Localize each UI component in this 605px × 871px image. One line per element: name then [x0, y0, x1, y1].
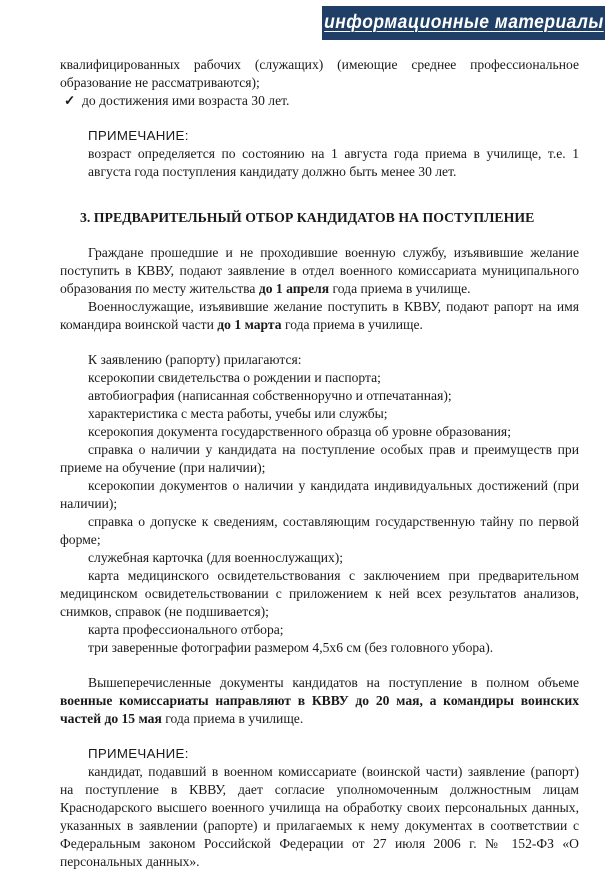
- list-item: карта медицинского освидетельствования с заключением при предварительном медицинском освидетельствовании с приложением к ней всех результатов анализов, снимков, справок (не подшивается);: [60, 568, 579, 619]
- list-item: справка о допуске к сведениям, составляющим государственную тайну по первой форме;: [60, 514, 579, 547]
- list-item: карта профессионального отбора;: [88, 622, 284, 637]
- paragraph-servicemen: Военнослужащие, изъявившие желание поступить в КВВУ, подают рапорт на имя командира воинской части до 1 марта года приема в училище.: [60, 299, 579, 332]
- header-banner: [322, 6, 605, 40]
- header-title: информационные материалы: [323, 12, 604, 33]
- section-title: 3. ПРЕДВАРИТЕЛЬНЫЙ ОТБОР КАНДИДАТОВ НА ПОСТУПЛЕНИЕ: [80, 210, 535, 225]
- list-item: ксерокопии свидетельства о рождении и паспорта;: [88, 370, 381, 385]
- check-mark-icon: ✓: [64, 93, 76, 108]
- check-item: [60, 92, 579, 110]
- intro-line: квалифицированных рабочих (служащих) (имеющие среднее профессиональное образование не рассматриваются);: [60, 57, 579, 90]
- list-item: справка о наличии у кандидата на поступление особых прав и преимуществ при приеме на обучение (при наличии);: [60, 442, 579, 475]
- list-item: ксерокопии документов о наличии у кандидата индивидуальных достижений (при наличии);: [60, 478, 579, 511]
- list-item: автобиография (написанная собственноручно и отпечатанная);: [88, 388, 452, 403]
- note-label: ПРИМЕЧАНИЕ:: [88, 746, 189, 761]
- paragraph-applicants: Граждане прошедшие и не проходившие военную службу, изъявившие желание поступить в КВВУ, подают заявление в отдел военного комиссариата муниципального образования по месту жительства до 1 апреля года приема в училище.: [60, 245, 579, 296]
- note-label: ПРИМЕЧАНИЕ:: [88, 128, 189, 143]
- list-item: характеристика с места работы, учебы или службы;: [88, 406, 388, 421]
- list-item: три заверенные фотографии размером 4,5х6 см (без головного убора).: [88, 640, 494, 655]
- list-intro: К заявлению (рапорту) прилагаются:: [88, 352, 302, 367]
- documents-list: [60, 369, 579, 657]
- list-item: служебная карточка (для военнослужащих);: [88, 550, 344, 565]
- note-text: возраст определяется по состоянию на 1 августа года приема в училище, т.е. 1 августа года поступления кандидату должно быть менее 30 лет.: [88, 146, 579, 179]
- page-header: [0, 0, 605, 44]
- document-body: [60, 56, 579, 871]
- note-text: кандидат, подавший в военном комиссариате (воинской части) заявление (рапорт) на поступление в КВВУ, дает согласие уполномоченным должностным лицам Краснодарского высшего военного училища на обработку своих персональных данных, указанных в заявлении (рапорте) и прилагаемых к нему документах в соответствии с Федеральным законом Российской Федерации от 27 июля 2006 г. № 152-ФЗ «О персональных данных».: [60, 764, 579, 869]
- list-item: ксерокопия документа государственного образца об уровне образования;: [88, 424, 511, 439]
- check-item-text: до достижения ими возраста 30 лет.: [82, 93, 290, 108]
- paragraph-deadlines: Вышеперечисленные документы кандидатов на поступление в полном объеме военные комиссариаты направляют в КВВУ до 20 мая, а командиры воинских частей до 15 мая года приема в училище.: [60, 675, 579, 726]
